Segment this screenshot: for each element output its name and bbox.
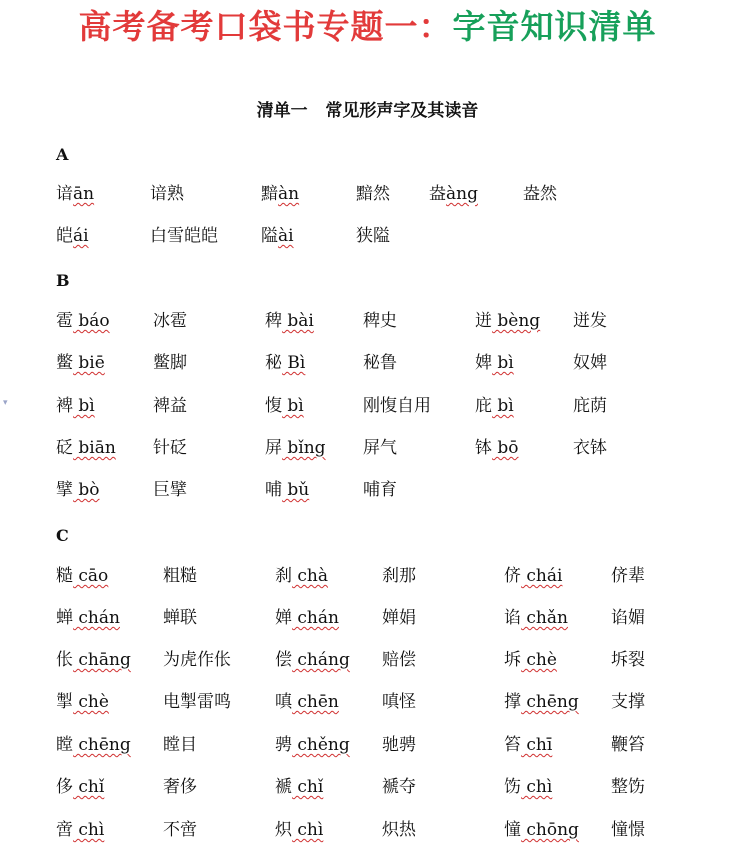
entry-pinyin: bèng: [492, 311, 541, 331]
entry-character: 谙: [56, 184, 73, 204]
entry-pinyin: chōng: [521, 820, 579, 840]
entry-pinyin: àng: [446, 184, 478, 204]
entry-pinyin: ān: [73, 184, 95, 204]
entry-character: 屏: [265, 438, 282, 458]
entry-pinyin: àn: [278, 184, 300, 204]
character-pinyin-entry: [265, 351, 305, 375]
character-pinyin-entry: [504, 775, 552, 799]
entry-pinyin: bì: [492, 396, 514, 416]
example-word: 粗糙: [163, 566, 197, 586]
entry-character: 瞠: [56, 735, 73, 755]
entry-pinyin: bō: [492, 438, 519, 458]
entry-character: 掣: [56, 692, 73, 712]
entry-pinyin: cháng: [292, 650, 350, 670]
example-word: 赔偿: [382, 650, 416, 670]
entry-pinyin: chēng: [521, 692, 579, 712]
word-row: [0, 351, 735, 377]
example-word: 屏气: [363, 438, 397, 458]
example-word: 秘鲁: [363, 353, 397, 373]
entry-pinyin: chī: [521, 735, 553, 755]
entry-pinyin: bài: [282, 311, 314, 331]
title-part-green: 字音知识清单: [452, 7, 657, 46]
entry-pinyin: chǐ: [73, 777, 105, 797]
entry-character: 侈: [56, 777, 73, 797]
example-word: 盎然: [523, 184, 557, 204]
entry-character: 侪: [504, 566, 521, 586]
word-row: [0, 733, 735, 759]
entry-pinyin: bò: [73, 480, 100, 500]
example-word: 迸发: [573, 311, 607, 331]
entry-character: 盎: [429, 184, 446, 204]
entry-pinyin: biē: [73, 353, 105, 373]
example-word: 冰雹: [153, 311, 187, 331]
word-row: [0, 775, 735, 801]
character-pinyin-entry: [56, 309, 110, 333]
entry-character: 谄: [504, 608, 521, 628]
entry-character: 褫: [275, 777, 292, 797]
example-word: 婵娟: [382, 608, 416, 628]
section-letter-b: B: [56, 271, 70, 290]
example-word: 衣钵: [573, 438, 607, 458]
entry-character: 庇: [475, 396, 492, 416]
word-row: [0, 182, 735, 208]
character-pinyin-entry: [275, 818, 323, 842]
character-pinyin-entry: [504, 648, 557, 672]
word-row: [0, 224, 735, 250]
entry-character: 嗔: [275, 692, 292, 712]
entry-pinyin: chěng: [292, 735, 350, 755]
entry-character: 啻: [56, 820, 73, 840]
entry-character: 稗: [265, 311, 282, 331]
character-pinyin-entry: [56, 690, 109, 714]
example-word: 谙熟: [150, 184, 184, 204]
character-pinyin-entry: [261, 224, 294, 248]
entry-pinyin: chán: [292, 608, 339, 628]
example-word: 狭隘: [356, 226, 390, 246]
title-part-red: 高考备考口袋书专题一：: [78, 7, 453, 46]
word-row: [0, 436, 735, 462]
example-word: 不啻: [163, 820, 197, 840]
character-pinyin-entry: [265, 394, 304, 418]
character-pinyin-entry: [56, 351, 105, 375]
character-pinyin-entry: [275, 775, 323, 799]
character-pinyin-entry: [265, 478, 309, 502]
word-row: [0, 394, 735, 420]
character-pinyin-entry: [56, 224, 89, 248]
entry-character: 雹: [56, 311, 73, 331]
entry-character: 黯: [261, 184, 278, 204]
character-pinyin-entry: [261, 182, 299, 206]
entry-pinyin: chà: [292, 566, 329, 586]
entry-character: 刹: [275, 566, 292, 586]
example-word: 褫夺: [382, 777, 416, 797]
example-word: 裨益: [153, 396, 187, 416]
example-word: 奢侈: [163, 777, 197, 797]
character-pinyin-entry: [275, 564, 328, 588]
entry-character: 秘: [265, 353, 282, 373]
example-word: 瞠目: [163, 735, 197, 755]
example-word: 憧憬: [611, 820, 645, 840]
entry-character: 婢: [475, 353, 492, 373]
character-pinyin-entry: [275, 690, 339, 714]
character-pinyin-entry: [504, 564, 562, 588]
character-pinyin-entry: [504, 733, 552, 757]
example-word: 坼裂: [611, 650, 645, 670]
example-word: 针砭: [153, 438, 187, 458]
entry-character: 裨: [56, 396, 73, 416]
character-pinyin-entry: [56, 818, 104, 842]
entry-character: 砭: [56, 438, 73, 458]
entry-character: 炽: [275, 820, 292, 840]
word-row: [0, 606, 735, 632]
example-word: 嗔怪: [382, 692, 416, 712]
entry-character: 迸: [475, 311, 492, 331]
example-word: 驰骋: [382, 735, 416, 755]
entry-character: 皑: [56, 226, 73, 246]
example-word: 支撑: [611, 692, 645, 712]
entry-character: 哺: [265, 480, 282, 500]
word-row: [0, 478, 735, 504]
example-word: 鞭笞: [611, 735, 645, 755]
example-word: 炽热: [382, 820, 416, 840]
page-title: [0, 6, 735, 48]
character-pinyin-entry: [475, 436, 519, 460]
entry-character: 坼: [504, 650, 521, 670]
character-pinyin-entry: [475, 309, 540, 333]
character-pinyin-entry: [504, 606, 568, 630]
character-pinyin-entry: [265, 309, 314, 333]
example-word: 蝉联: [163, 608, 197, 628]
entry-character: 撑: [504, 692, 521, 712]
character-pinyin-entry: [504, 690, 579, 714]
entry-character: 偿: [275, 650, 292, 670]
example-word: 白雪皑皑: [150, 226, 218, 246]
word-row: [0, 564, 735, 590]
example-word: 为虎作伥: [163, 650, 231, 670]
example-word: 庇荫: [573, 396, 607, 416]
character-pinyin-entry: [56, 182, 94, 206]
entry-pinyin: chǎn: [521, 608, 568, 628]
entry-pinyin: ài: [278, 226, 294, 246]
entry-character: 骋: [275, 735, 292, 755]
entry-character: 憧: [504, 820, 521, 840]
entry-pinyin: chēng: [73, 735, 131, 755]
character-pinyin-entry: [56, 775, 104, 799]
example-word: 巨擘: [153, 480, 187, 500]
word-row: [0, 818, 735, 844]
entry-pinyin: bì: [492, 353, 514, 373]
entry-pinyin: Bì: [282, 353, 306, 373]
character-pinyin-entry: [265, 436, 326, 460]
entry-pinyin: chì: [521, 777, 553, 797]
example-word: 电掣雷鸣: [163, 692, 231, 712]
character-pinyin-entry: [275, 733, 350, 757]
character-pinyin-entry: [56, 564, 108, 588]
entry-pinyin: cāo: [73, 566, 109, 586]
entry-pinyin: bì: [73, 396, 95, 416]
entry-character: 隘: [261, 226, 278, 246]
character-pinyin-entry: [56, 394, 95, 418]
entry-pinyin: chēn: [292, 692, 339, 712]
character-pinyin-entry: [56, 478, 100, 502]
entry-pinyin: chì: [292, 820, 324, 840]
example-word: 谄媚: [611, 608, 645, 628]
character-pinyin-entry: [56, 436, 116, 460]
character-pinyin-entry: [429, 182, 478, 206]
example-word: 鳖脚: [153, 353, 187, 373]
character-pinyin-entry: [56, 606, 120, 630]
entry-pinyin: báo: [73, 311, 110, 331]
example-word: 侪辈: [611, 566, 645, 586]
entry-character: 鳖: [56, 353, 73, 373]
character-pinyin-entry: [56, 648, 131, 672]
character-pinyin-entry: [56, 733, 131, 757]
entry-pinyin: chái: [521, 566, 563, 586]
margin-marker-icon: ▾: [3, 398, 8, 408]
word-row: [0, 648, 735, 674]
entry-pinyin: chǐ: [292, 777, 324, 797]
entry-pinyin: ái: [73, 226, 89, 246]
entry-pinyin: chè: [73, 692, 109, 712]
example-word: 哺育: [363, 480, 397, 500]
entry-character: 糙: [56, 566, 73, 586]
section-subtitle: 清单一 常见形声字及其读音: [256, 101, 479, 121]
character-pinyin-entry: [275, 606, 339, 630]
entry-pinyin: chì: [73, 820, 105, 840]
entry-pinyin: chè: [521, 650, 557, 670]
word-row: [0, 309, 735, 335]
example-word: 稗史: [363, 311, 397, 331]
entry-character: 笞: [504, 735, 521, 755]
entry-character: 婵: [275, 608, 292, 628]
entry-character: 饬: [504, 777, 521, 797]
example-word: 刹那: [382, 566, 416, 586]
entry-pinyin: chāng: [73, 650, 131, 670]
example-word: 奴婢: [573, 353, 607, 373]
entry-pinyin: bǐng: [282, 438, 326, 458]
character-pinyin-entry: [504, 818, 579, 842]
section-letter-a: A: [56, 145, 69, 164]
example-word: 整饬: [611, 777, 645, 797]
example-word: 刚愎自用: [363, 396, 431, 416]
example-word: 黯然: [356, 184, 390, 204]
entry-pinyin: bǔ: [282, 480, 310, 500]
character-pinyin-entry: [475, 351, 514, 375]
character-pinyin-entry: [475, 394, 514, 418]
character-pinyin-entry: [275, 648, 350, 672]
entry-character: 愎: [265, 396, 282, 416]
entry-pinyin: biān: [73, 438, 116, 458]
entry-character: 擘: [56, 480, 73, 500]
word-row: [0, 690, 735, 716]
entry-pinyin: chán: [73, 608, 120, 628]
entry-character: 钵: [475, 438, 492, 458]
section-letter-c: C: [56, 526, 69, 545]
entry-character: 蝉: [56, 608, 73, 628]
entry-pinyin: bì: [282, 396, 304, 416]
entry-character: 伥: [56, 650, 73, 670]
